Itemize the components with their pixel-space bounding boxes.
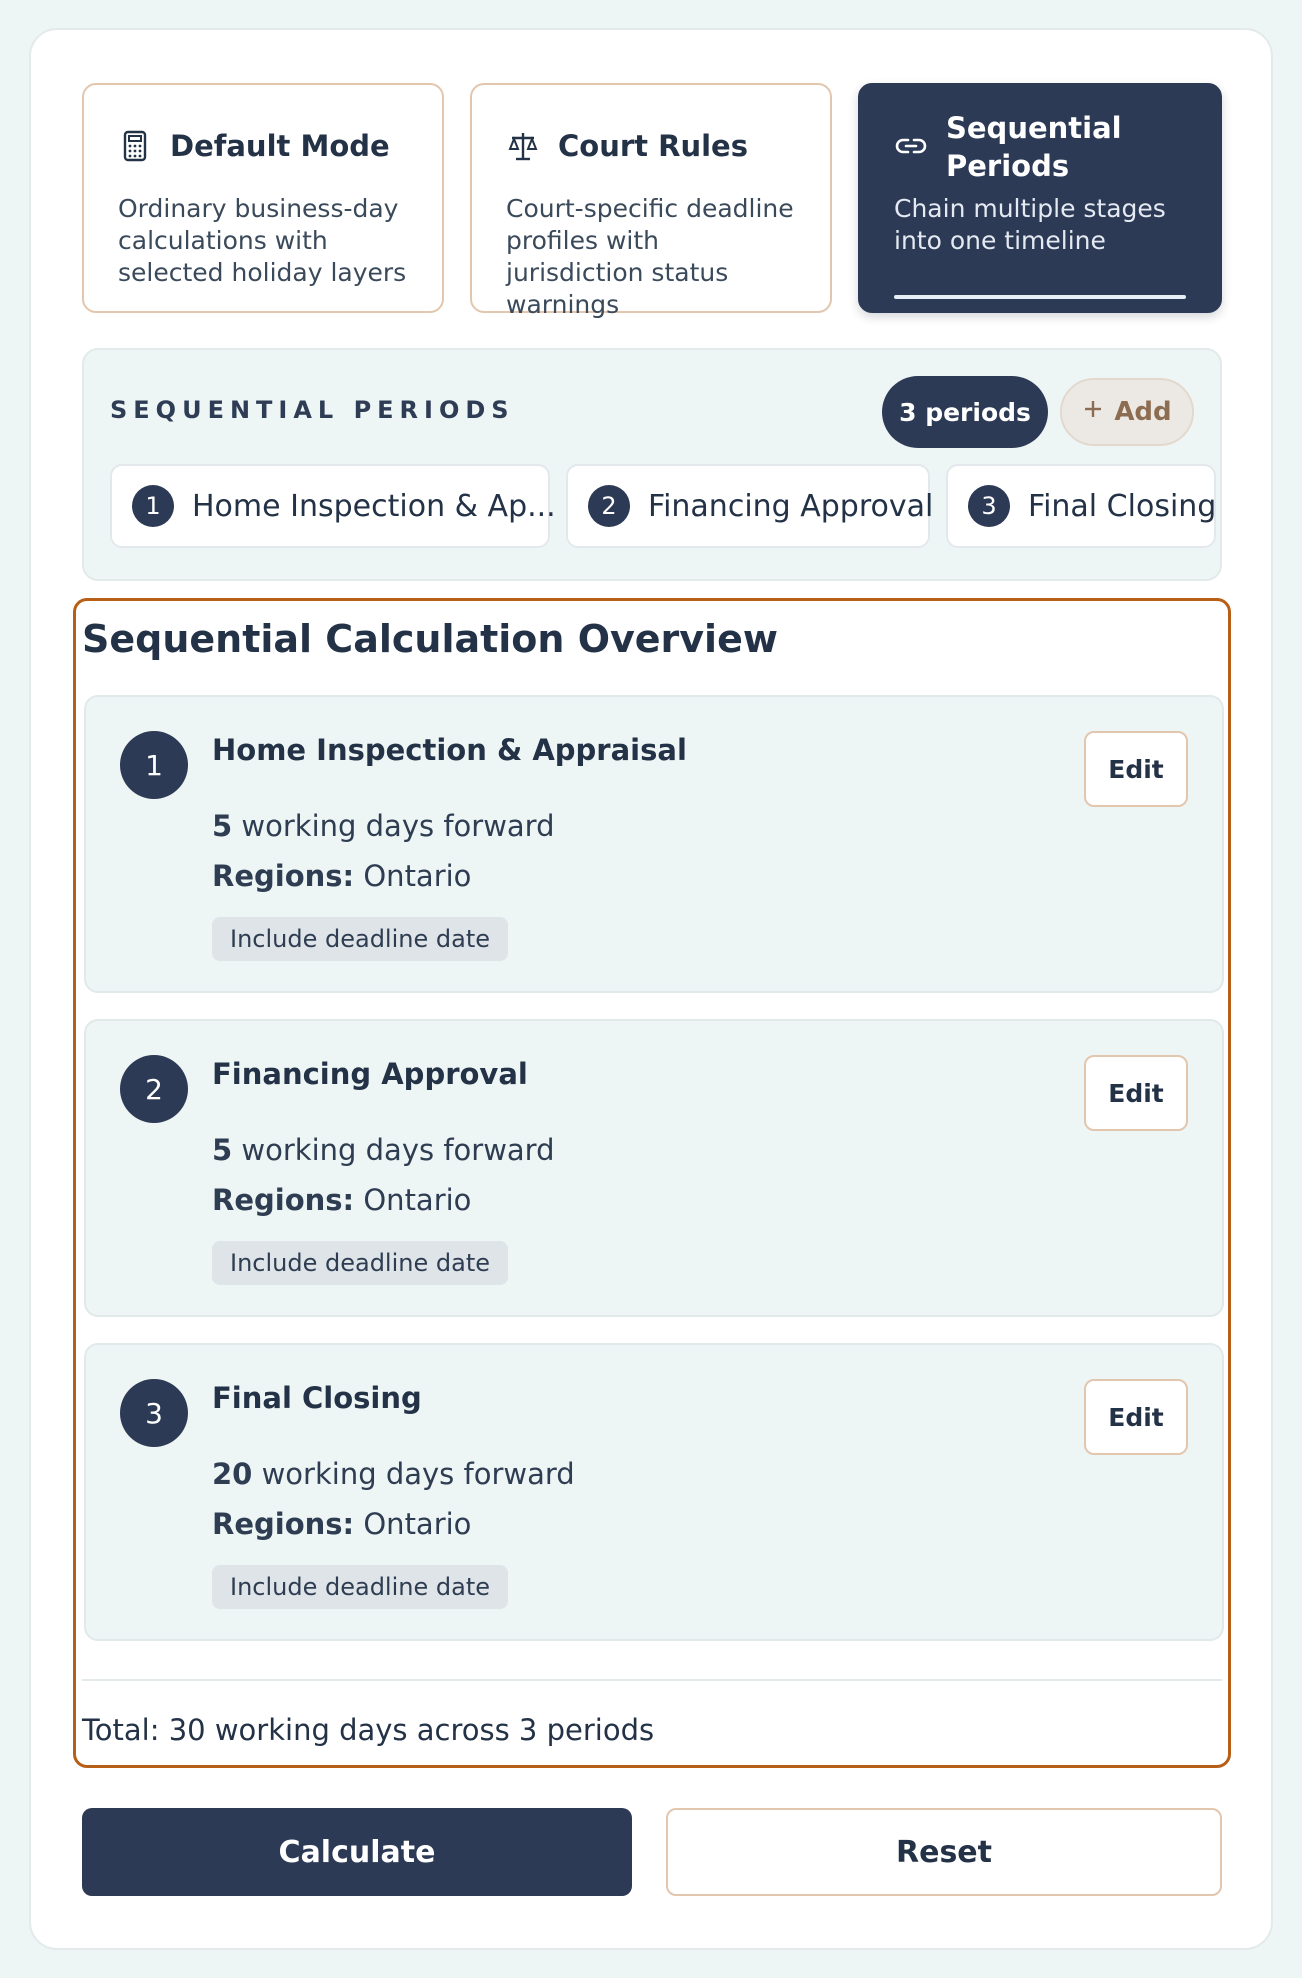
mode-title: Default Mode (170, 129, 390, 163)
period-chip-3[interactable] (946, 464, 1216, 548)
mode-title: Court Rules (558, 129, 748, 163)
step-days-count: 5 (212, 809, 233, 843)
step-days-count: 5 (212, 1133, 233, 1167)
step-number-badge: 3 (120, 1379, 188, 1447)
sequential-periods-panel (82, 348, 1222, 581)
step-days-suffix: working days forward (232, 1133, 555, 1167)
link-icon (894, 129, 928, 163)
add-period-button[interactable] (1060, 378, 1194, 446)
total-summary: Total: 30 working days across 3 periods (82, 1713, 655, 1747)
chip-number: 2 (588, 485, 630, 527)
step-name: Financing Approval (212, 1057, 528, 1091)
include-deadline-tag: Include deadline date (212, 917, 508, 961)
panel-title: SEQUENTIAL PERIODS (110, 396, 515, 424)
chip-label: Home Inspection & Ap... (192, 488, 556, 524)
edit-step-button[interactable]: Edit (1084, 1379, 1188, 1455)
step-number-badge: 2 (120, 1055, 188, 1123)
mode-description: Ordinary business-day calculations with selected holiday layers (118, 194, 407, 287)
step-days-suffix: working days forward (232, 809, 555, 843)
step-days-suffix: working days forward (252, 1457, 575, 1491)
step-days-count: 20 (212, 1457, 253, 1491)
mode-default-header (118, 129, 390, 163)
overview-title: Sequential Calculation Overview (82, 617, 778, 661)
plus-icon (1082, 397, 1104, 427)
step-card-1 (84, 695, 1224, 993)
mode-sequential-header (894, 109, 1146, 185)
edit-step-button[interactable]: Edit (1084, 731, 1188, 807)
active-indicator (894, 295, 1186, 299)
calculation-overview (73, 598, 1231, 1768)
chip-label: Financing Approval (648, 488, 934, 524)
scales-icon (506, 129, 540, 163)
regions-value: Ontario (354, 1507, 472, 1541)
mode-sequential-periods[interactable] (858, 83, 1222, 313)
reset-button[interactable]: Reset (666, 1808, 1222, 1896)
step-name: Home Inspection & Appraisal (212, 733, 687, 767)
mode-default[interactable] (82, 83, 444, 313)
chip-label: Final Closing (1028, 488, 1217, 524)
step-card-2 (84, 1019, 1224, 1317)
divider (82, 1679, 1222, 1681)
regions-value: Ontario (354, 859, 472, 893)
mode-description: Court-specific deadline profiles with jurisdiction status warnings (506, 194, 794, 319)
step-card-3 (84, 1343, 1224, 1641)
step-regions (212, 1183, 471, 1217)
include-deadline-tag: Include deadline date (212, 1241, 508, 1285)
step-number-badge: 1 (120, 731, 188, 799)
mode-description: Chain multiple stages into one timeline (894, 194, 1166, 255)
step-regions (212, 859, 471, 893)
regions-label: Regions: (212, 1183, 355, 1217)
edit-step-button[interactable]: Edit (1084, 1055, 1188, 1131)
step-days (212, 1133, 555, 1167)
regions-label: Regions: (212, 859, 355, 893)
calculate-button[interactable]: Calculate (82, 1808, 632, 1896)
calculator-icon (118, 129, 152, 163)
period-chip-1[interactable] (110, 464, 556, 548)
mode-court-rules[interactable] (470, 83, 832, 319)
step-days (212, 1457, 575, 1491)
regions-value: Ontario (354, 1183, 472, 1217)
chip-number: 1 (132, 485, 174, 527)
mode-court-header (506, 129, 748, 163)
period-count-badge: 3 periods (882, 376, 1048, 448)
step-days (212, 809, 555, 843)
include-deadline-tag: Include deadline date (212, 1565, 508, 1609)
chip-number: 3 (968, 485, 1010, 527)
mode-title: Sequential Periods (946, 111, 1122, 183)
step-regions (212, 1507, 471, 1541)
regions-label: Regions: (212, 1507, 355, 1541)
step-name: Final Closing (212, 1381, 422, 1415)
add-label: Add (1114, 397, 1172, 427)
period-chip-2[interactable] (566, 464, 934, 548)
period-chips (110, 464, 1217, 548)
